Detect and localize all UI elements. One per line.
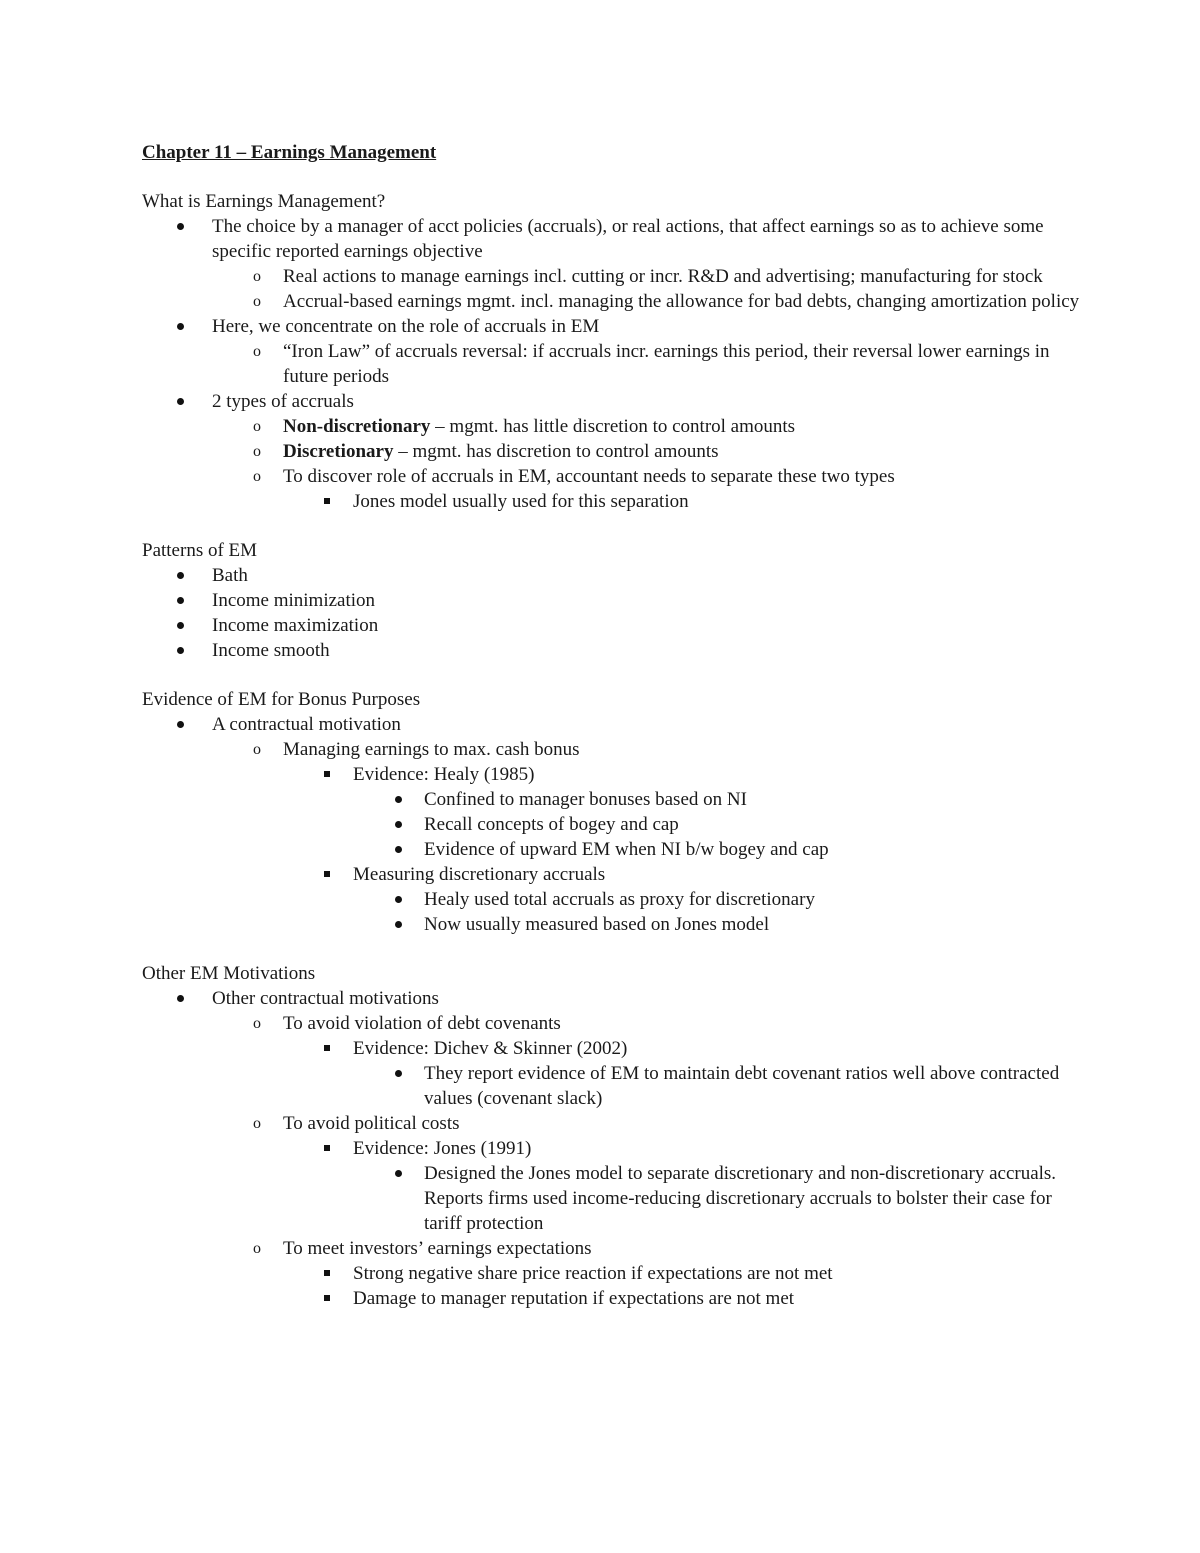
list-item: Other contractual motivations (142, 986, 1082, 1011)
list-item: The choice by a manager of acct policies (accruals), or real actions, that affect earnings so as to achieve some specific reported earnings objective (142, 214, 1082, 264)
list-item: Strong negative share price reaction if expectations are not met (142, 1261, 1082, 1286)
list-item: Designed the Jones model to separate discretionary and non-discretionary accruals. Reports firms used income-reducing discretionary accruals to bolster their case for tariff protection (142, 1161, 1082, 1236)
list-item: Confined to manager bonuses based on NI (142, 787, 1082, 812)
list-item: 2 types of accruals (142, 389, 1082, 414)
list-item: Now usually measured based on Jones model (142, 912, 1082, 937)
circle-o-icon: o (253, 1115, 261, 1132)
section-heading-other-motivations: Other EM Motivations (142, 963, 316, 984)
bullet-dot-icon (388, 787, 408, 812)
list-item: Evidence of upward EM when NI b/w bogey and cap (142, 837, 1082, 862)
circle-o-icon: o (253, 741, 261, 758)
list-item: Bath (142, 563, 1082, 588)
term-bold: Discretionary (283, 441, 394, 462)
circle-o-icon: o (253, 418, 261, 435)
list-item: Recall concepts of bogey and cap (142, 812, 1082, 837)
list-item: Healy used total accruals as proxy for discretionary (142, 887, 1082, 912)
list-item: o To avoid violation of debt covenants (142, 1011, 1082, 1036)
bullet-dot-icon (170, 712, 190, 737)
square-bullet-icon (317, 1036, 337, 1061)
square-bullet-icon (317, 762, 337, 787)
bullet-dot-icon (170, 389, 190, 414)
list-item: o To discover role of accruals in EM, accountant needs to separate these two types (142, 464, 1082, 489)
term-bold: Non-discretionary (283, 416, 431, 437)
list-item: o To meet investors’ earnings expectations (142, 1236, 1082, 1261)
list-item: Income smooth (142, 638, 1082, 663)
circle-o-icon: o (253, 468, 261, 485)
circle-o-icon: o (253, 1015, 261, 1032)
list-item: o Discretionary – mgmt. has discretion to control amounts (142, 439, 1082, 464)
bullet-dot-icon (388, 1161, 408, 1186)
circle-o-icon: o (253, 343, 261, 360)
bullet-dot-icon (388, 887, 408, 912)
list-item: o Non-discretionary – mgmt. has little discretion to control amounts (142, 414, 1082, 439)
bullet-dot-icon (170, 986, 190, 1011)
square-bullet-icon (317, 1136, 337, 1161)
list-item: o Real actions to manage earnings incl. cutting or incr. R&D and advertising; manufacturing for stock (142, 264, 1082, 289)
list-item: They report evidence of EM to maintain debt covenant ratios well above contracted values (covenant slack) (142, 1061, 1082, 1111)
list-item: Income minimization (142, 588, 1082, 613)
square-bullet-icon (317, 862, 337, 887)
list-item: Measuring discretionary accruals (142, 862, 1082, 887)
bullet-dot-icon (170, 214, 190, 239)
bullet-dot-icon (170, 613, 190, 638)
bullet-dot-icon (170, 588, 190, 613)
bullet-dot-icon (388, 1061, 408, 1086)
section-heading-bonus: Evidence of EM for Bonus Purposes (142, 689, 421, 710)
section-heading-what-is-em: What is Earnings Management? (142, 191, 386, 212)
bullet-dot-icon (170, 314, 190, 339)
list-item: Income maximization (142, 613, 1082, 638)
bullet-dot-icon (170, 638, 190, 663)
circle-o-icon: o (253, 1240, 261, 1257)
square-bullet-icon (317, 1261, 337, 1286)
list-item: A contractual motivation (142, 712, 1082, 737)
bullet-dot-icon (388, 837, 408, 862)
list-item: Damage to manager reputation if expectations are not met (142, 1286, 1082, 1311)
bullet-dot-icon (388, 812, 408, 837)
list-item: Jones model usually used for this separation (142, 489, 1082, 514)
page-title: Chapter 11 – Earnings Management (142, 142, 437, 163)
circle-o-icon: o (253, 268, 261, 285)
square-bullet-icon (317, 489, 337, 514)
list-item: o Accrual-based earnings mgmt. incl. managing the allowance for bad debts, changing amortization policy (142, 289, 1082, 314)
list-item: Evidence: Healy (1985) (142, 762, 1082, 787)
list-item: Evidence: Dichev & Skinner (2002) (142, 1036, 1082, 1061)
document-page (142, 140, 1082, 1311)
list-item: o To avoid political costs (142, 1111, 1082, 1136)
section-heading-patterns: Patterns of EM (142, 540, 258, 561)
list-item: Here, we concentrate on the role of accruals in EM (142, 314, 1082, 339)
square-bullet-icon (317, 1286, 337, 1311)
list-item: o “Iron Law” of accruals reversal: if accruals incr. earnings this period, their reversal lower earnings in future periods (142, 339, 1082, 389)
circle-o-icon: o (253, 443, 261, 460)
bullet-dot-icon (170, 563, 190, 588)
bullet-dot-icon (388, 912, 408, 937)
list-item: Evidence: Jones (1991) (142, 1136, 1082, 1161)
list-item: o Managing earnings to max. cash bonus (142, 737, 1082, 762)
circle-o-icon: o (253, 293, 261, 310)
